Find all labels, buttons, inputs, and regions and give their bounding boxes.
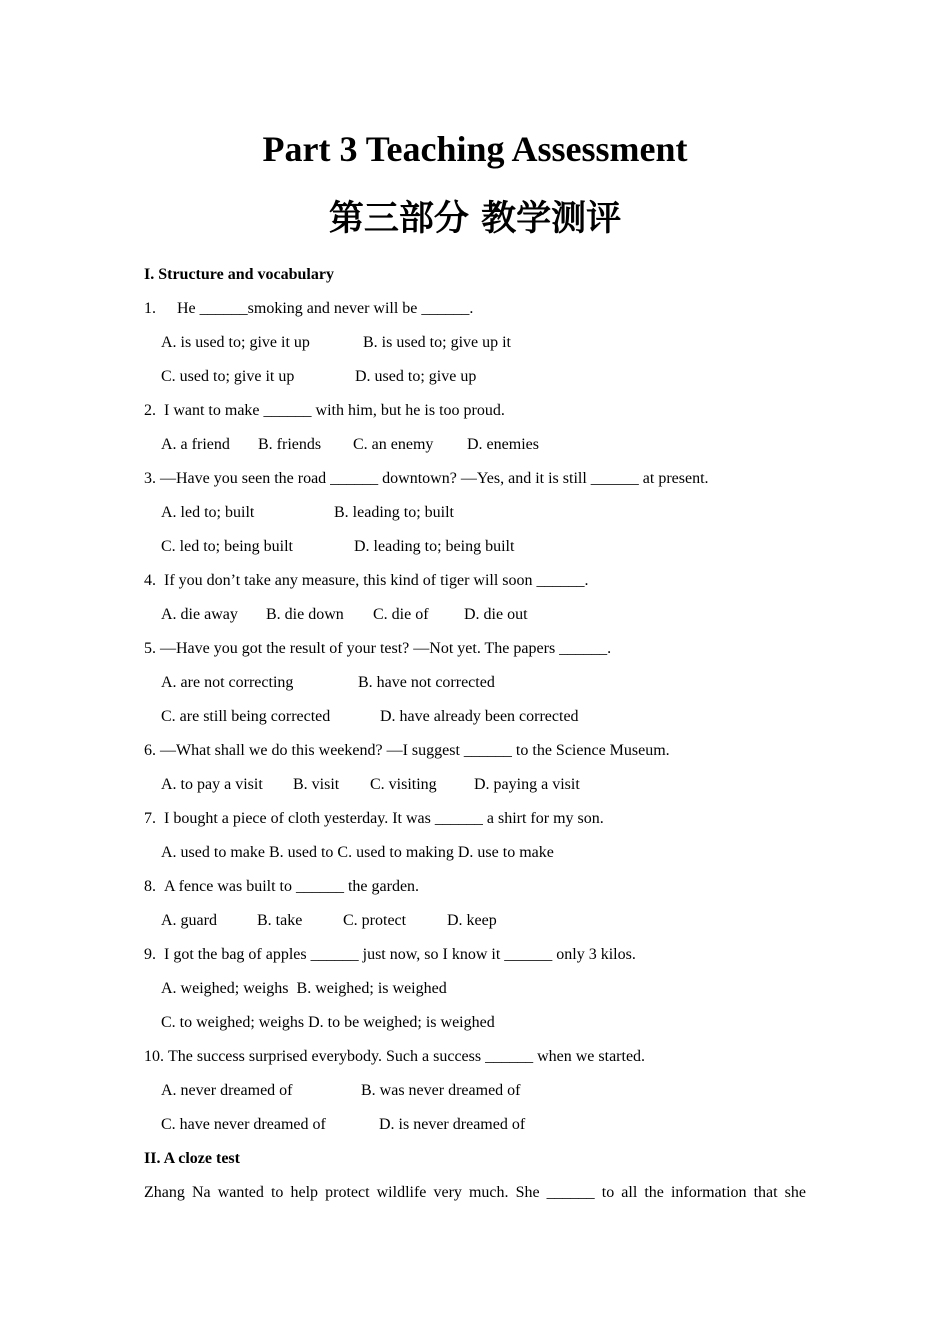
question-number: 2. [144,402,156,419]
option-b: B. leading to; built [334,504,454,521]
option-d: D. paying a visit [474,776,580,793]
section-heading-structure: I. Structure and vocabulary [144,266,334,283]
page-title: Part 3 Teaching Assessment [262,129,688,169]
question-number: 10. [144,1048,164,1065]
question-1-options-row-2 [144,364,806,398]
question-number: 5. [144,640,156,657]
question-text: I bought a piece of cloth yesterday. It was ______ a shirt for my son. [164,810,604,827]
question-text: The success surprised everybody. Such a success ______ when we started. [168,1048,646,1065]
option-d: D. die out [464,606,528,623]
option-c: C. visiting [370,776,437,793]
options-text: A. used to make B. used to C. used to making D. use to make [161,844,554,861]
option-a: A. die away [161,606,238,623]
question-10-options-row-1 [144,1078,806,1112]
question-8-options [144,908,806,942]
question-2-options [144,432,806,466]
option-c: C. have never dreamed of [161,1116,326,1133]
options-text: A. weighed; weighs B. weighed; is weighed [161,980,447,997]
option-c: C. protect [343,912,407,929]
option-b: B. die down [266,606,344,623]
question-text: I got the bag of apples ______ just now, so I know it ______ only 3 kilos. [164,946,636,963]
page-title-chinese: 第三部分 教学测评 [328,199,622,239]
question-number: 1. [144,300,156,317]
option-c: C. are still being corrected [161,708,331,725]
question-5 [144,636,806,670]
question-number: 6. [144,742,156,759]
question-text: He ______smoking and never will be ______. [177,300,474,317]
option-a: A. a friend [161,436,230,453]
question-text: A fence was built to ______ the garden. [164,878,420,895]
question-5-options-row-2 [144,704,806,738]
question-3 [144,466,806,500]
option-b: B. friends [258,436,322,453]
option-c: C. led to; being built [161,538,293,555]
option-a: A. is used to; give it up [161,334,310,351]
option-b: B. was never dreamed of [361,1082,521,1099]
option-d: D. leading to; being built [354,538,515,555]
question-9-options-row-1 [144,976,806,1010]
option-a: A. guard [161,912,217,929]
question-3-options-row-1 [144,500,806,534]
question-text: I want to make ______ with him, but he is too proud. [164,402,505,419]
option-a: A. never dreamed of [161,1082,293,1099]
question-1 [144,296,806,330]
question-10 [144,1044,806,1078]
options-text: C. to weighed; weighs D. to be weighed; is weighed [161,1014,495,1031]
option-c: C. die of [373,606,429,623]
cloze-paragraph: Zhang Na wanted to help protect wildlife very much. She ______ to all the information that she [144,1184,806,1201]
question-9 [144,942,806,976]
option-b: B. take [257,912,303,929]
question-5-options-row-1 [144,670,806,704]
question-3-options-row-2 [144,534,806,568]
question-number: 9. [144,946,156,963]
question-text: —What shall we do this weekend? —I suggest ______ to the Science Museum. [160,742,670,759]
option-a: A. to pay a visit [161,776,263,793]
option-a: A. are not correcting [161,674,294,691]
question-6-options [144,772,806,806]
option-c: C. used to; give it up [161,368,295,385]
option-a: A. led to; built [161,504,255,521]
question-number: 8. [144,878,156,895]
question-9-options-row-2 [144,1010,806,1044]
option-d: D. keep [447,912,497,929]
question-text: —Have you got the result of your test? —Not yet. The papers ______. [160,640,612,657]
question-7 [144,806,806,840]
question-1-options-row-1 [144,330,806,364]
section-heading-cloze: II. A cloze test [144,1150,240,1167]
question-4 [144,568,806,602]
option-d: D. is never dreamed of [379,1116,526,1133]
question-number: 4. [144,572,156,589]
assessment-content [144,262,806,1214]
question-10-options-row-2 [144,1112,806,1146]
option-c: C. an enemy [353,436,434,453]
question-8 [144,874,806,908]
option-d: D. have already been corrected [380,708,579,725]
question-4-options [144,602,806,636]
question-6 [144,738,806,772]
question-number: 7. [144,810,156,827]
question-number: 3. [144,470,156,487]
option-b: B. is used to; give up it [363,334,511,351]
question-2 [144,398,806,432]
option-b: B. visit [293,776,340,793]
option-d: D. used to; give up [355,368,477,385]
option-d: D. enemies [467,436,539,453]
question-text: —Have you seen the road ______ downtown? —Yes, and it is still ______ at present. [160,470,709,487]
question-text: If you don’t take any measure, this kind of tiger will soon ______. [164,572,589,589]
question-7-options [144,840,806,874]
option-b: B. have not corrected [358,674,495,691]
